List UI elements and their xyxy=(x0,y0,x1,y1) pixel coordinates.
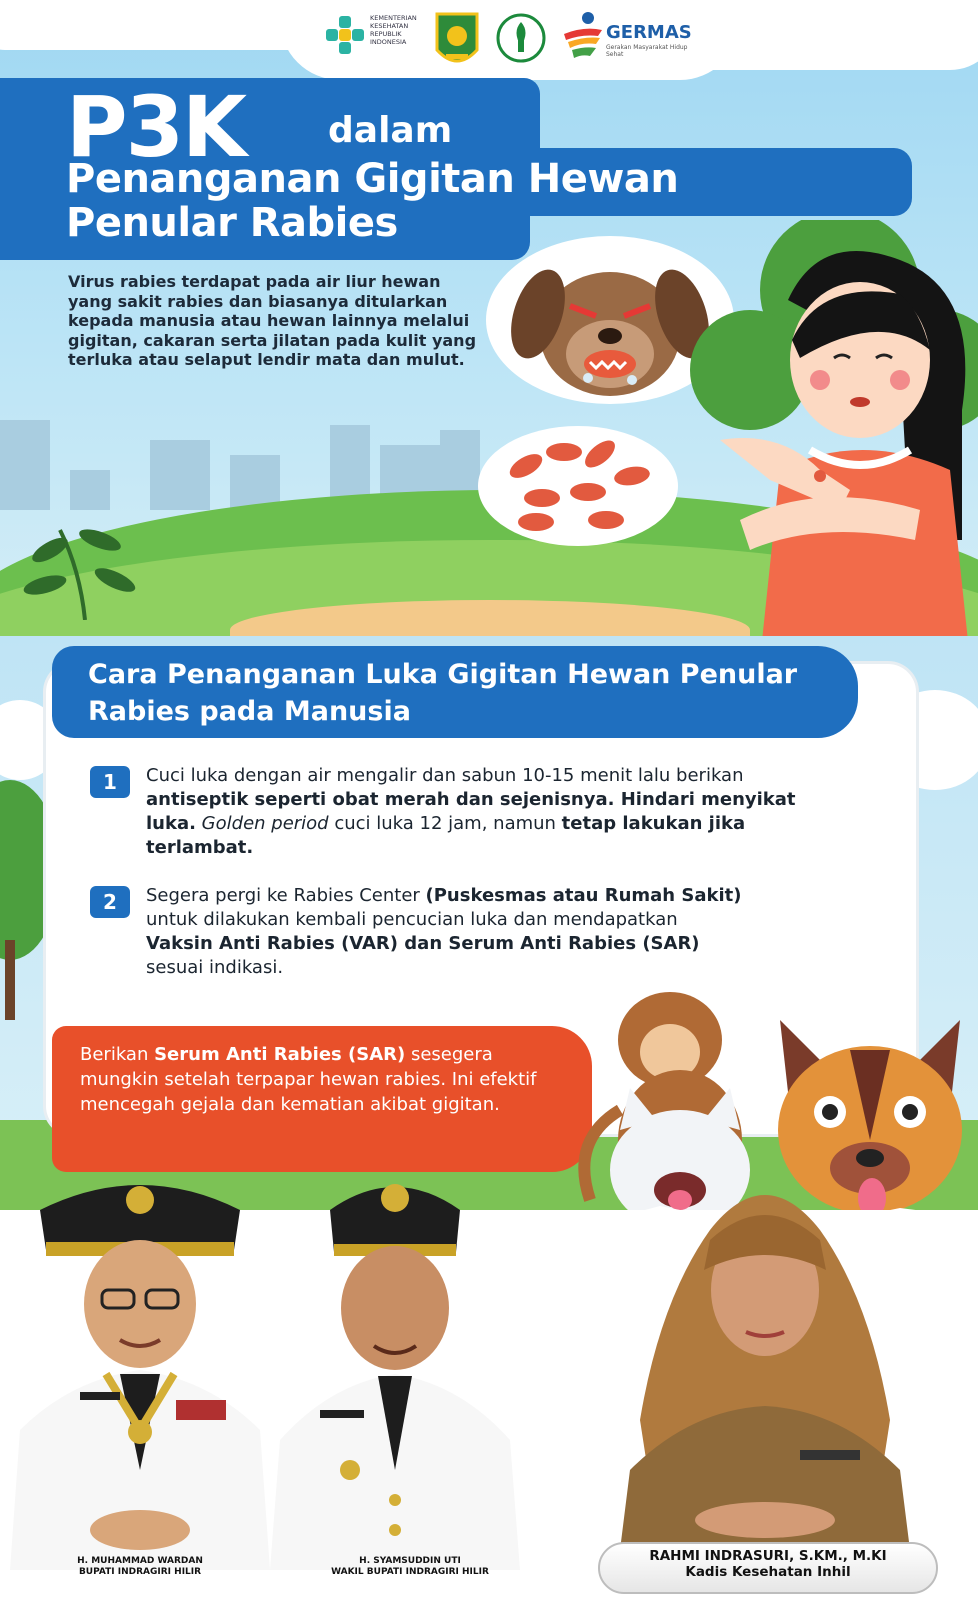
title-dalam: dalam xyxy=(328,110,453,151)
step-2-text-part: Segera pergi ke Rabies Center xyxy=(146,885,426,906)
step-2-text xyxy=(146,884,746,980)
official-1-name: H. MUHAMMAD WARDAN xyxy=(77,1556,203,1566)
card-title: Cara Penanganan Luka Gigitan Hewan Penular Rabies pada Manusia xyxy=(88,659,798,727)
kemkes-text xyxy=(370,14,430,46)
intro-paragraph: Virus rabies terdapat pada air liur hewan yang sakit rabies dan biasanya ditularkan kepada manusia atau hewan lainnya melalui gigitan, cakaran serta jilatan pada kulit yang terluka atau selaput lendir mata dan mulut. xyxy=(68,272,477,369)
official-3-caption xyxy=(598,1548,938,1580)
official-2-name: H. SYAMSUDDIN UTI xyxy=(359,1556,461,1566)
kemkes-line: KESEHATAN xyxy=(370,22,409,30)
skyline-building xyxy=(150,440,210,510)
official-kadis-photo xyxy=(600,1170,930,1550)
bite-wounds-icon xyxy=(496,436,660,536)
official-2-caption xyxy=(300,1556,520,1578)
title-line-2: Penanganan Gigitan Hewan xyxy=(66,156,679,202)
kemkes-logo-icon xyxy=(324,14,366,56)
germas-logo xyxy=(560,8,700,68)
step-1-bold-part: antiseptik seperti obat merah dan sejenisnya. Hindari menyikat luka. xyxy=(146,789,796,834)
step-1-text xyxy=(146,764,826,860)
step-1-italic-part: Golden period xyxy=(195,813,329,834)
kemkes-line: INDONESIA xyxy=(370,38,407,46)
plant-icon xyxy=(20,500,150,620)
step-1-bold-part: tetap lakukan jika terlambat. xyxy=(146,813,746,858)
wound-bubble xyxy=(478,426,678,546)
sar-callout-text xyxy=(80,1042,560,1117)
regency-emblem-icon xyxy=(434,10,480,72)
kemkes-line: REPUBLIK xyxy=(370,30,402,38)
sar-bold-part: Serum Anti Rabies (SAR) xyxy=(154,1044,406,1065)
official-wakil-bupati-photo xyxy=(270,1170,520,1570)
bakti-husada-logo-icon xyxy=(496,10,546,72)
official-1-caption xyxy=(40,1556,240,1578)
official-bupati-photo xyxy=(10,1170,270,1570)
title-p3k: P3K xyxy=(66,78,246,176)
germas-figure-icon xyxy=(560,8,606,68)
step-2-text-part: untuk dilakukan kembali pencucian luka dan mendapatkan xyxy=(146,909,678,930)
germas-tagline: Gerakan Masyarakat Hidup Sehat xyxy=(606,44,688,58)
skyline-building xyxy=(0,420,50,510)
official-3-name: RAHMI INDRASURI, S.KM., M.KI xyxy=(649,1548,887,1564)
step-2-text-part: sesuai indikasi. xyxy=(146,957,284,978)
sar-text-part: Berikan xyxy=(80,1044,155,1065)
official-1-role: BUPATI INDRAGIRI HILIR xyxy=(78,1567,202,1577)
kemkes-line: KEMENTERIAN xyxy=(370,14,417,22)
sar-text-part: sesegera mungkin setelah terpapar hewan rabies. Ini efektif mencegah gejala dan kematian akibat gigitan. xyxy=(80,1044,537,1115)
step-1-text-part: Cuci luka dengan air mengalir dan sabun 10-15 menit lalu berikan xyxy=(146,765,744,786)
title-line-3: Penular Rabies xyxy=(66,200,398,246)
woman-character-icon xyxy=(700,240,970,660)
step-number-2: 2 xyxy=(90,886,130,918)
official-2-role: WAKIL BUPATI INDRAGIRI HILIR xyxy=(331,1567,489,1577)
logo-strip xyxy=(310,0,710,78)
step-2-bold-part: Vaksin Anti Rabies (VAR) dan Serum Anti Rabies (SAR) xyxy=(146,933,700,954)
step-number-1: 1 xyxy=(90,766,130,798)
rabid-dog-icon xyxy=(510,244,710,399)
official-3-role: Kadis Kesehatan Inhil xyxy=(685,1564,851,1580)
germas-word: GERMAS xyxy=(606,22,692,43)
step-2-bold-part: (Puskesmas atau Rumah Sakit) xyxy=(425,885,742,906)
step-1-text-part: cuci luka 12 jam, namun xyxy=(328,813,562,834)
